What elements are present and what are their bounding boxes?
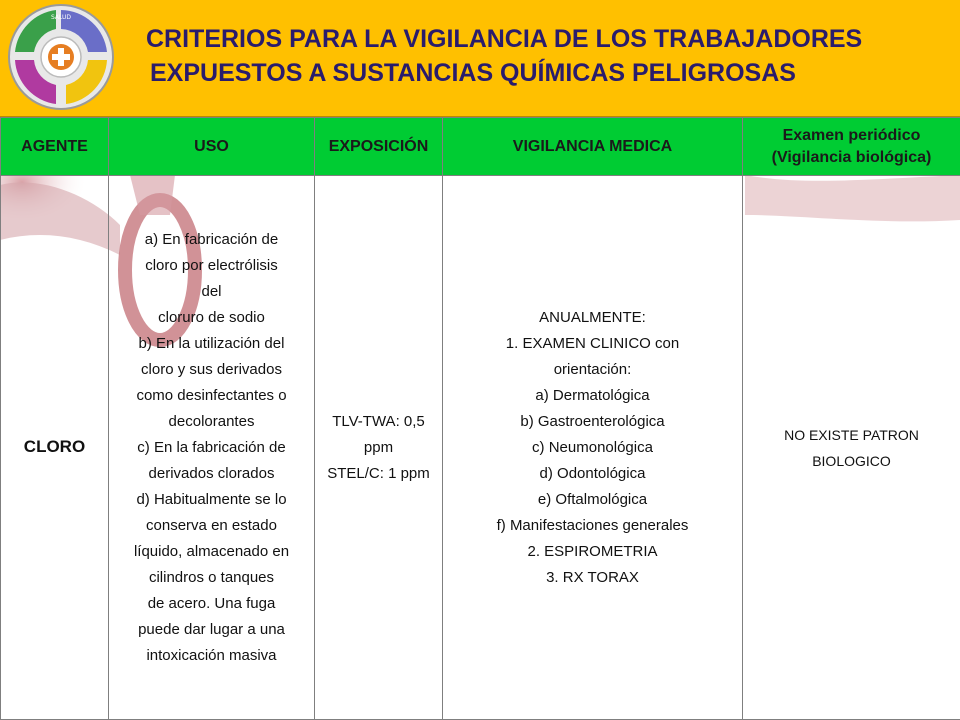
agent-name: CLORO <box>23 437 86 456</box>
header-examen-line-1: Examen periódico <box>782 126 921 144</box>
cell-agente <box>1 176 109 720</box>
vigilancia-line: ANUALMENTE: <box>539 308 646 326</box>
uso-text <box>109 227 314 669</box>
uso-line: a) En fabricación de <box>144 230 279 248</box>
exposicion-text <box>315 409 442 487</box>
uso-line: de acero. Una fuga <box>147 594 276 612</box>
vigilancia-line: e) Oftalmológica <box>537 490 648 508</box>
exposicion-line: STEL/C: 1 ppm <box>327 464 430 482</box>
uso-line: conserva en estado <box>146 516 277 534</box>
uso-line: intoxicación masiva <box>146 646 277 664</box>
cell-uso <box>109 176 315 720</box>
header-agente: AGENTE <box>1 118 109 176</box>
vigilancia-line: orientación: <box>553 360 632 378</box>
title-line-2: EXPUESTOS A SUSTANCIAS QUÍMICAS PELIGROSAS <box>150 59 796 87</box>
uso-line: b) En la utilización del <box>138 334 285 352</box>
health-cycle-logo-icon <box>4 2 118 112</box>
uso-line: decolorantes <box>168 412 255 430</box>
uso-line: del <box>201 282 222 300</box>
vigilancia-text <box>443 305 742 591</box>
table-header-row <box>1 118 960 176</box>
header-vigilancia: VIGILANCIA MEDICA <box>443 118 743 176</box>
uso-line: c) En la fabricación de <box>137 438 286 456</box>
criteria-table <box>0 117 960 720</box>
uso-line: cloro y sus derivados <box>141 360 282 378</box>
header-uso: USO <box>109 118 315 176</box>
title-line-1: CRITERIOS PARA LA VIGILANCIA DE LOS TRABAJADORES <box>146 25 863 53</box>
exposicion-line: TLV-TWA: 0,5 <box>332 412 425 430</box>
uso-line: derivados clorados <box>148 464 275 482</box>
uso-line: como desinfectantes o <box>136 386 287 404</box>
header-exposicion: EXPOSICIÓN <box>315 118 443 176</box>
exposicion-line: ppm <box>363 438 394 456</box>
vigilancia-line: 1. EXAMEN CLINICO con <box>505 334 680 352</box>
uso-line: líquido, almacenado en <box>133 542 290 560</box>
page-title <box>146 22 946 90</box>
examen-text <box>743 422 960 474</box>
header-examen <box>743 118 960 176</box>
header-banner <box>0 0 960 117</box>
examen-line: NO EXISTE PATRON <box>784 426 919 443</box>
vigilancia-line: c) Neumonológica <box>532 438 653 456</box>
vigilancia-line: b) Gastroenterológica <box>520 412 665 430</box>
cell-examen <box>743 176 960 720</box>
uso-line: cloro por electrólisis <box>145 256 278 274</box>
uso-line: puede dar lugar a una <box>138 620 285 638</box>
svg-text:SALUD: SALUD <box>50 14 72 21</box>
cell-exposicion <box>315 176 443 720</box>
table-row <box>1 176 960 720</box>
vigilancia-line: f) Manifestaciones generales <box>496 516 689 534</box>
uso-line: cilindros o tanques <box>148 568 275 586</box>
vigilancia-line: 3. RX TORAX <box>546 568 639 586</box>
cell-vigilancia <box>443 176 743 720</box>
uso-line: d) Habitualmente se lo <box>136 490 287 508</box>
header-examen-line-2: (Vigilancia biológica) <box>771 148 932 166</box>
vigilancia-line: 2. ESPIROMETRIA <box>527 542 658 560</box>
uso-line: cloruro de sodio <box>158 308 265 326</box>
vigilancia-line: a) Dermatológica <box>535 386 650 404</box>
examen-line: BIOLOGICO <box>812 452 891 469</box>
vigilancia-line: d) Odontológica <box>539 464 646 482</box>
